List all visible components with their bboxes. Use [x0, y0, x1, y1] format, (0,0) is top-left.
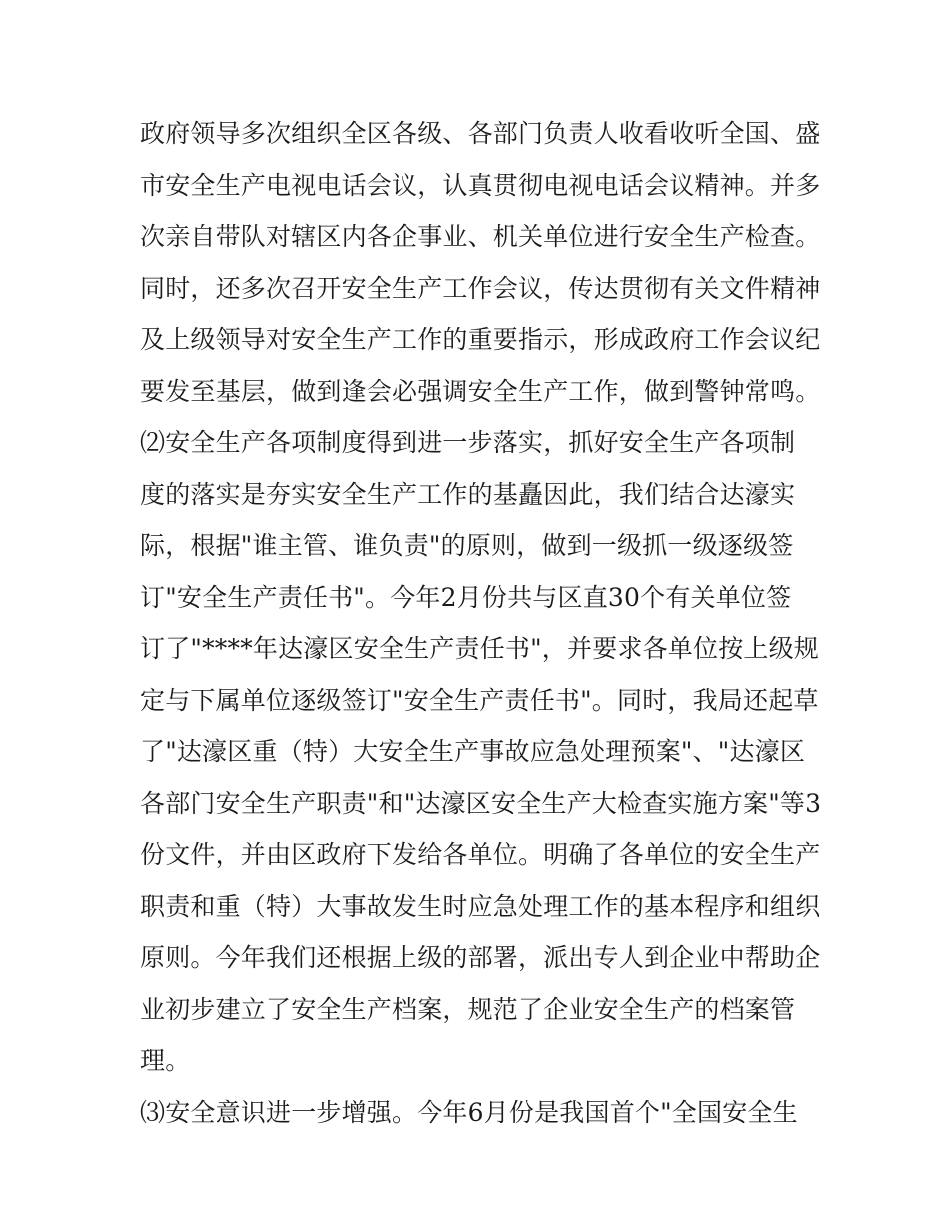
text-line: 定与下属单位逐级签订"安全生产责任书"。同时，我局还起草	[140, 685, 819, 715]
text-line: 要发至基层，做到逢会必强调安全生产工作，做到警钟常鸣。	[140, 376, 821, 406]
text-line: 职责和重（特）大事故发生时应急处理工作的基本程序和组织	[140, 891, 821, 921]
text-line: ⑵安全生产各项制度得到进一步落实，抓好安全生产各项制	[140, 428, 796, 457]
body-text	[140, 108, 820, 1138]
text-line: 各部门安全生产职责"和"达濠区安全生产大检查实施方案"等3	[140, 788, 822, 818]
text-line: 订"安全生产责任书"。今年2月份共与区直30个有关单位签	[140, 582, 792, 612]
text-line: 同时，还多次召开安全生产工作会议，传达贯彻有关文件精神	[140, 273, 821, 303]
text-line: 际，根据"谁主管、谁负责"的原则，做到一级抓一级逐级签	[140, 531, 794, 560]
text-line: 了"达濠区重（特）大安全生产事故应急处理预案"、"达濠区	[140, 737, 806, 766]
text-line: 业初步建立了安全生产档案，规范了企业安全生产的档案管	[140, 994, 796, 1024]
text-line: 份文件，并由区政府下发给各单位。明确了各单位的安全生产	[140, 840, 821, 869]
text-line: 次亲自带队对辖区内各企事业、机关单位进行安全生产检查。	[140, 222, 821, 251]
text-line: 市安全生产电视电话会议，认真贯彻电视电话会议精神。并多	[140, 170, 821, 200]
text-line: 政府领导多次组织全区各级、各部门负责人收看收听全国、盛	[140, 119, 821, 148]
text-line: 度的落实是夯实安全生产工作的基矗因此，我们结合达濠实	[140, 479, 796, 509]
text-line: ⑶安全意识进一步增强。今年6月份是我国首个"全国安全生	[140, 1097, 798, 1127]
text-line: 订了"****年达濠区安全生产责任书"，并要求各单位按上级规	[140, 634, 820, 663]
text-line: 原则。今年我们还根据上级的部署，派出专人到企业中帮助企	[140, 943, 821, 972]
text-line: 及上级领导对安全生产工作的重要指示，形成政府工作会议纪	[140, 325, 821, 354]
text-line: 理。	[140, 1046, 191, 1075]
